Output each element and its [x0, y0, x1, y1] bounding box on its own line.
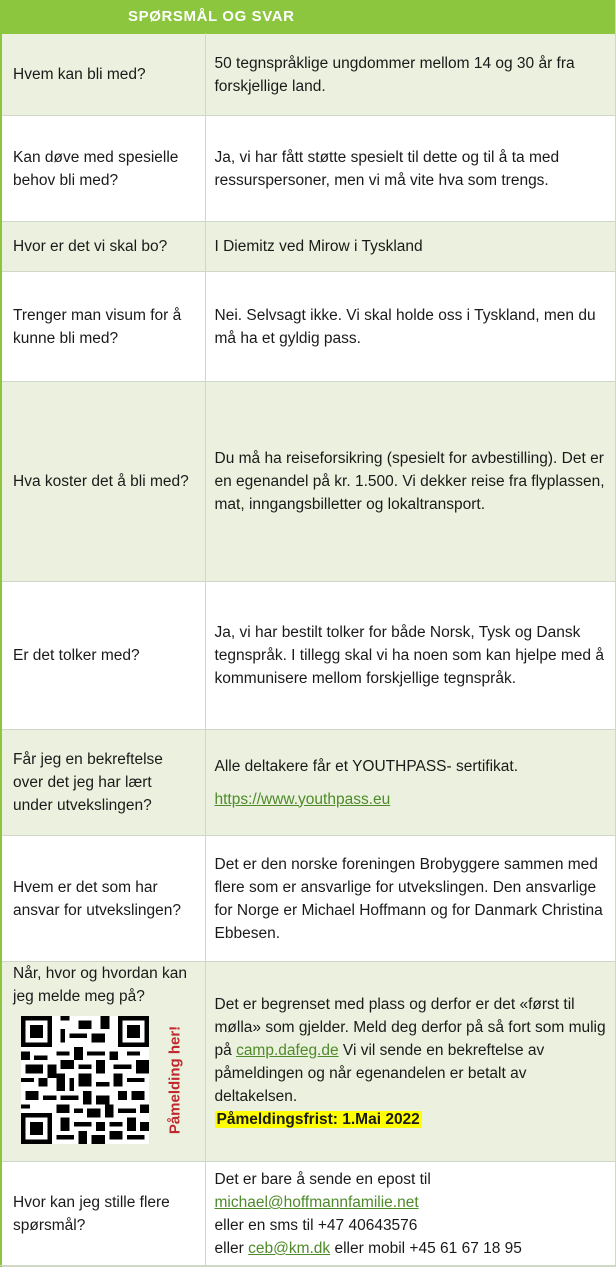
- faq-answer: Nei. Selvsagt ikke. Vi skal holde oss i Tyskland, men du må ha et gyldig pass.: [205, 272, 616, 382]
- qr-label-text: Påmelding her!: [166, 1025, 184, 1135]
- contact-line-suffix: eller mobil +45 61 67 18 95: [330, 1240, 522, 1257]
- faq-row: [1, 962, 616, 1162]
- qr-code-icon[interactable]: [21, 1016, 149, 1144]
- faq-answer-text: Alle deltakere får et YOUTHPASS- sertifikat.: [214, 757, 519, 775]
- faq-answer-part: Det er begrenset med plass og derfor er det «først til mølla» som gjelder. Meld deg derfor på så fort som mulig på: [214, 995, 606, 1059]
- faq-row: [1, 382, 616, 582]
- faq-question: Får jeg en bekreftelse over det jeg har lært under utvekslingen?: [1, 730, 205, 836]
- contact-line: eller en sms til +47 40643576: [214, 1217, 418, 1234]
- email-link-michael[interactable]: michael@hoffmannfamilie.net: [214, 1194, 419, 1211]
- faq-answer: Ja, vi har fått støtte spesielt til dette og til å ta med ressurspersoner, men vi må vite hva som trengs.: [205, 116, 616, 222]
- faq-question: Kan døve med spesielle behov bli med?: [1, 116, 205, 222]
- email-link-ceb[interactable]: ceb@km.dk: [248, 1240, 331, 1257]
- faq-answer: I Diemitz ved Mirow i Tyskland: [205, 222, 616, 272]
- faq-row: [1, 1162, 616, 1267]
- faq-question: Hvem kan bli med?: [1, 34, 205, 116]
- faq-answer: Det er den norske foreningen Brobyggere sammen med flere som er ansvarlige for utvekslingen. Den ansvarlige for Norge er Michael Hoffmann og for Danmark Christina Ebbesen.: [205, 836, 616, 962]
- faq-answer-part: Vi vil sende en bekreftelse av påmeldingen og når egenandelen er betalt av deltakelsen.: [214, 1041, 545, 1105]
- faq-question: Hvor kan jeg stille flere spørsmål?: [1, 1162, 205, 1267]
- faq-answer: [205, 962, 616, 1162]
- faq-question: Trenger man visum for å kunne bli med?: [1, 272, 205, 382]
- faq-table: [0, 33, 616, 1267]
- faq-answer: [205, 1162, 616, 1267]
- page-title: SPØRSMÅL OG SVAR: [128, 8, 295, 25]
- faq-question-cell: [1, 962, 205, 1162]
- faq-answer: Ja, vi har bestilt tolker for både Norsk, Tysk og Dansk tegnspråk. I tillegg skal vi ha noen som kan hjelpe med å kommunisere mellom forskjellige tegnspråk.: [205, 582, 616, 730]
- contact-line-prefix: eller: [214, 1240, 249, 1257]
- faq-answer: Du må ha reiseforsikring (spesielt for avbestilling). Det er en egenandel på kr. 1.500. Vi dekker reise fra flyplassen, mat, inngangsbilletter og lokaltransport.: [205, 382, 616, 582]
- faq-question: Er det tolker med?: [1, 582, 205, 730]
- faq-question: Hvem er det som har ansvar for utvekslingen?: [1, 836, 205, 962]
- faq-row: [1, 272, 616, 382]
- faq-row: [1, 116, 616, 222]
- deadline-badge: Påmeldingsfrist: 1.Mai 2022: [216, 1110, 420, 1128]
- faq-row: [1, 836, 616, 962]
- faq-answer: 50 tegnspråklige ungdommer mellom 14 og 30 år fra forskjellige land.: [205, 34, 616, 116]
- faq-row: [1, 730, 616, 836]
- faq-answer: [205, 730, 616, 836]
- faq-header: [0, 0, 616, 33]
- faq-row: [1, 582, 616, 730]
- qr-label: [163, 1014, 187, 1146]
- youthpass-link[interactable]: https://www.youthpass.eu: [214, 790, 391, 808]
- faq-row: [1, 222, 616, 272]
- camp-link[interactable]: camp.dafeg.de: [236, 1041, 339, 1059]
- contact-line: Det er bare å sende en epost til: [214, 1171, 431, 1188]
- faq-question: Når, hvor og hvordan kan jeg melde meg på?: [13, 965, 188, 1005]
- faq-question: Hvor er det vi skal bo?: [1, 222, 205, 272]
- faq-question: Hva koster det å bli med?: [1, 382, 205, 582]
- faq-row: [1, 34, 616, 116]
